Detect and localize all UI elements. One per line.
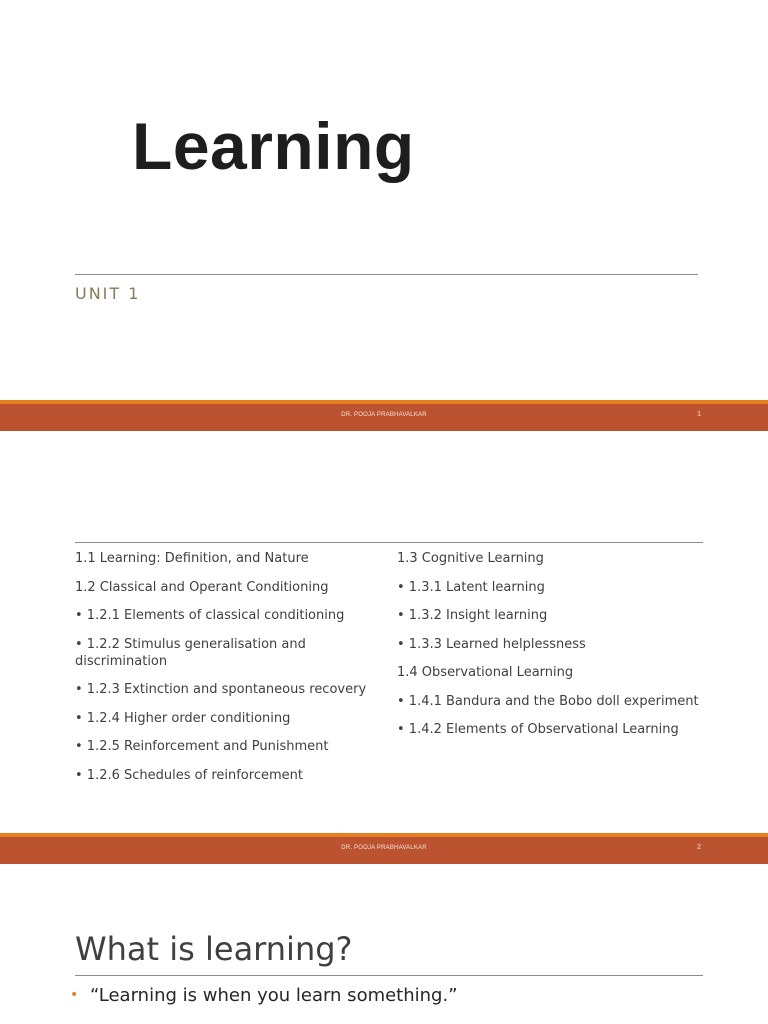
list-item: 1.3 Cognitive Learning xyxy=(397,551,544,566)
left-column xyxy=(75,550,375,795)
content-divider xyxy=(75,542,703,543)
list-item: 1.2 Classical and Operant Conditioning xyxy=(75,579,329,595)
slide-1 xyxy=(0,0,768,432)
bullet-item xyxy=(70,983,458,1008)
title-divider xyxy=(75,975,703,976)
list-item: • 1.4.1 Bandura and the Bobo doll experiment xyxy=(397,693,699,709)
bullet-text: “Learning is when you learn something.” xyxy=(90,985,458,1006)
slide-3 xyxy=(0,865,768,1024)
title-divider xyxy=(75,274,698,275)
list-item: • 1.3.2 Insight learning xyxy=(397,608,548,623)
slide-title: Learning xyxy=(132,109,415,183)
bullet-icon: • xyxy=(70,987,79,1003)
slide-footer xyxy=(0,833,768,864)
slide-subtitle: UNIT 1 xyxy=(75,284,141,303)
slide-title: What is learning? xyxy=(75,930,353,968)
list-item: 1.1 Learning: Definition, and Nature xyxy=(75,551,309,566)
list-item: • 1.2.2 Stimulus generalisation and discrimination xyxy=(75,636,306,669)
slide-footer xyxy=(0,400,768,431)
footer-author: DR. POOJA PRABHAVALKAR xyxy=(341,845,427,851)
list-item: • 1.3.1 Latent learning xyxy=(397,579,545,595)
list-item: 1.4 Observational Learning xyxy=(397,665,574,680)
list-item: • 1.2.1 Elements of classical conditioning xyxy=(75,608,345,623)
list-item: • 1.2.5 Reinforcement and Punishment xyxy=(75,739,329,754)
slide-number: 2 xyxy=(697,844,701,851)
footer-author: DR. POOJA PRABHAVALKAR xyxy=(341,412,427,418)
list-item: • 1.2.3 Extinction and spontaneous recovery xyxy=(75,682,367,697)
right-column xyxy=(397,550,707,750)
list-item: • 1.2.6 Schedules of reinforcement xyxy=(75,767,303,783)
slide-2 xyxy=(0,432,768,865)
list-item: • 1.4.2 Elements of Observational Learning xyxy=(397,722,679,737)
list-item: • 1.3.3 Learned helplessness xyxy=(397,636,586,652)
slide-number: 1 xyxy=(697,411,701,418)
list-item: • 1.2.4 Higher order conditioning xyxy=(75,710,291,726)
